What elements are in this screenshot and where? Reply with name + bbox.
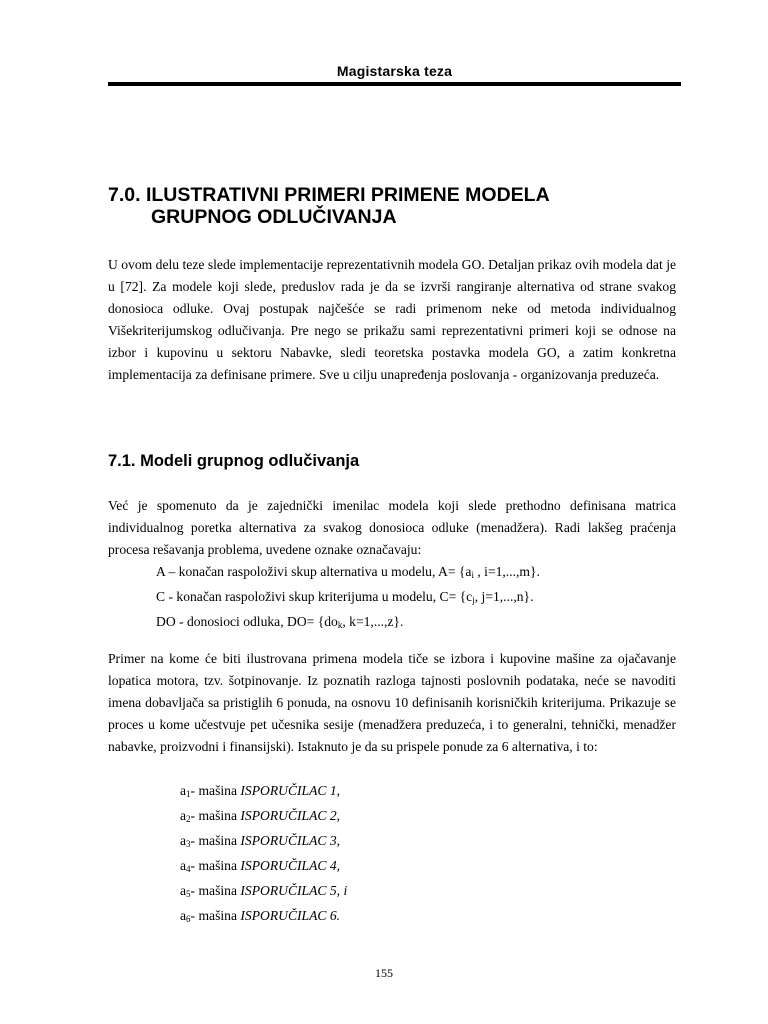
- chapter-heading-line1: 7.0. ILUSTRATIVNI PRIMERI PRIMENE MODELA: [108, 184, 550, 206]
- page-number: 155: [375, 966, 393, 980]
- alternative-item: $a_5-$ mašina ISPORUČILAC 5, i: [180, 883, 348, 899]
- definition-c: C - konačan raspoloživi skup kriterijuma u modelu, $C= \{c_j$, j=1,...,n}.: [156, 589, 534, 605]
- definition-a: A – konačan raspoloživi skup alternativa u modelu, $A= \{a_i$ , i=1,...,m}.: [156, 564, 540, 580]
- definition-do: DO - donosioci odluka, $DO= \{do_k$, k=1,...,z}.: [156, 614, 404, 630]
- alternative-item: $a_2-$ mašina ISPORUČILAC 2,: [180, 808, 341, 824]
- intro-paragraph: U ovom delu teze slede implementacije reprezentativnih modela GO. Detaljan prikaz ovih modela dat je u [72]. Za modele koji slede, preduslov rada je da se izvrši rangiranje alternativa od strane svakog donosioca odluke. Ovaj postupak najčešće se radi primenom neke od metoda individualnog Višekriterijumskog odlučivanja. Pre nego se prikažu sami reprezentativni primeri koji se odnose na izbor i kupovinu u sektoru Nabavke, sledi teoretska postavka modela GO, a zatim konkretna implementacija za definisane primere. Sve u cilju unapređenja poslovanja - organizovanja preduzeća.: [108, 257, 676, 382]
- alternative-item: $a_3-$ mašina ISPORUČILAC 3,: [180, 833, 341, 849]
- chapter-heading: [108, 184, 681, 228]
- notation-paragraph: Već je spomenuto da je zajednički imenilac modela koji slede prethodno definisana matrica individualnog poretka alternativa za svakog donosioca odluke (menadžera). Radi lakšeg praćenja procesa rešavanja problema, uvedene oznake označavaju:: [108, 498, 676, 557]
- alternative-item: $a_4-$ mašina ISPORUČILAC 4,: [180, 858, 341, 874]
- alternative-item: $a_1-$ mašina ISPORUČILAC 1,: [180, 783, 341, 799]
- header-rule: [108, 82, 681, 86]
- alternative-item: $a_6-$ mašina ISPORUČILAC 6.: [180, 908, 341, 924]
- alternatives-list: [180, 780, 347, 930]
- section-heading: 7.1. Modeli grupnog odlučivanja: [108, 452, 360, 470]
- notation-definitions: [156, 561, 540, 636]
- example-paragraph: Primer na kome će biti ilustrovana primena modela tiče se izbora i kupovine mašine za ojačavanje lopatica motora, tzv. šotpinovanje. Iz poznatih razloga tajnosti poslovnih podataka, neće se navoditi imena dobavljača sa pristiglih 6 ponuda, na osnovu 10 definisanih korisničkih kriterijuma. Prikazuje se proces u kome učestvuje pet učesnika sesije (menadžera preduzeća, i to generalni, tehnički, menadžer nabavke, proizvodni i finansijski). Istaknuto je da su prispele ponude za 6 alternativa, i to:: [108, 651, 676, 754]
- running-header: Magistarska teza: [336, 63, 453, 79]
- chapter-heading-line2: GRUPNOG ODLUČIVANJA: [151, 206, 397, 228]
